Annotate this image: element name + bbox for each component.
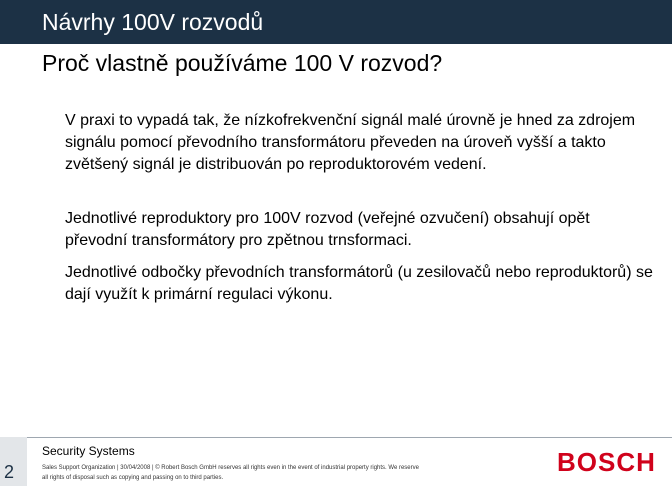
footer-divider (0, 437, 672, 438)
slide-subtitle: Proč vlastně používáme 100 V rozvod? (42, 50, 443, 76)
slide-title: Návrhy 100V rozvodů (42, 9, 264, 35)
body-paragraph-3: Jednotlivé odbočky převodních transformátorů (u zesilovačů nebo reproduktorů) se dají využít k primární regulaci výkonu. (65, 264, 653, 303)
legal-line-1: Sales Support Organization | 30/04/2008 | © Robert Bosch GmbH reserves all rights even in the event of industrial property rights. We reserve (42, 465, 419, 471)
legal-line-2: all rights of disposal such as copying and passing on to third parties. (42, 475, 224, 481)
footer-section-label: Security Systems (42, 444, 135, 458)
page-number: 2 (4, 462, 15, 482)
bosch-logo: BOSCH (557, 447, 656, 477)
body-paragraph-2: Jednotlivé reproduktory pro 100V rozvod (veřejné ozvučení) obsahují opět převodní transformátory pro zpětnou trnsformaci. (65, 210, 590, 249)
title-bar (0, 0, 672, 44)
footer-legal-text (42, 463, 502, 483)
body-paragraph-1: V praxi to vypadá tak, že nízkofrekvenční signál malé úrovně je hned za zdrojem signálu pomocí převodního transformátoru převeden na úroveň vyšší a takto zvětšený signál je distribuován po reproduktorovém vedení. (65, 112, 636, 173)
